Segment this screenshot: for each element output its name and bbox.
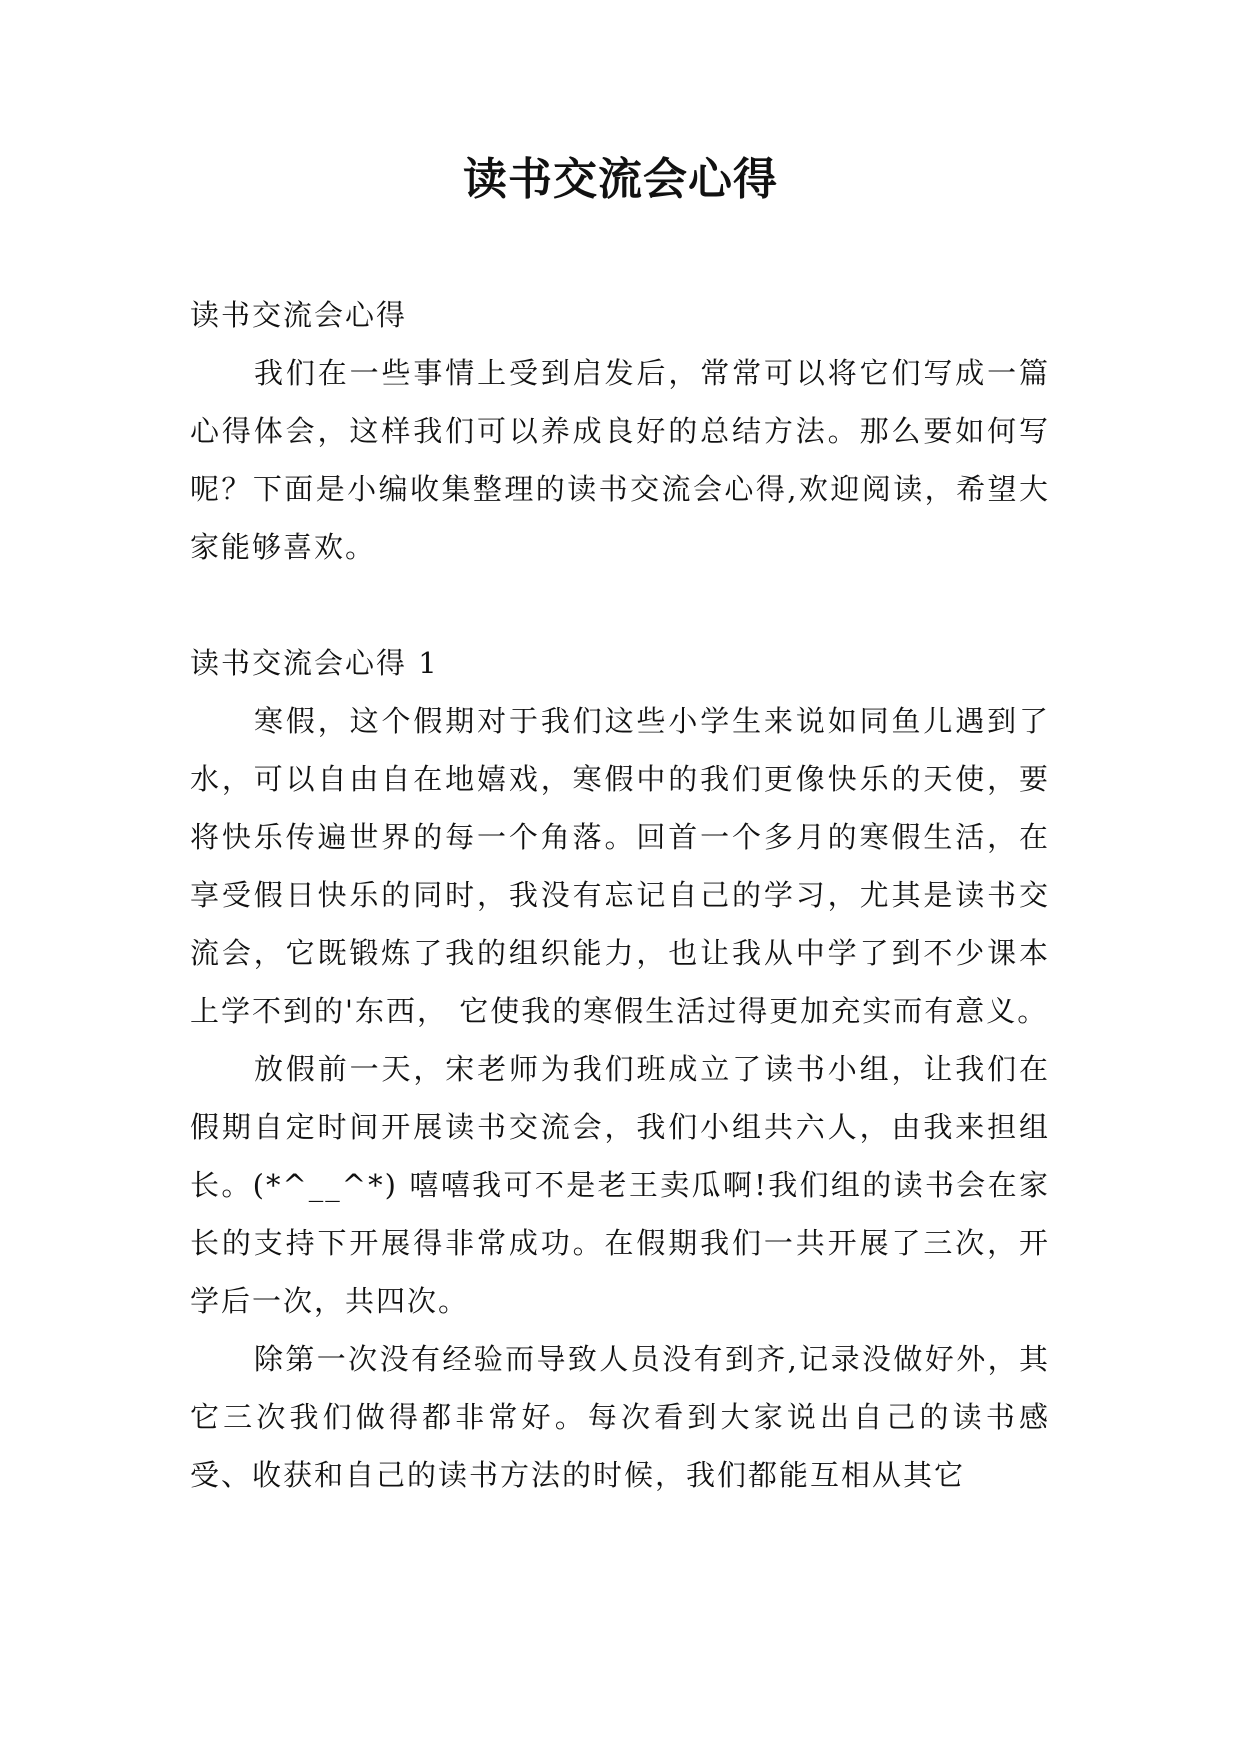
intro-paragraph: 我们在一些事情上受到启发后，常常可以将它们写成一篇心得体会，这样我们可以养成良好的总结方法。那么要如何写呢？下面是小编收集整理的读书交流会心得,欢迎阅读，希望大家能够喜欢。 <box>190 356 1050 564</box>
subtitle-line: 读书交流会心得 <box>190 298 408 332</box>
section-heading: 读书交流会心得 1 <box>190 646 439 680</box>
body-paragraph-1: 寒假，这个假期对于我们这些小学生来说如同鱼儿遇到了水，可以自由自在地嬉戏，寒假中的我们更像快乐的天使，要将快乐传遍世界的每一个角落。回首一个多月的寒假生活，在享受假日快乐的同时，我没有忘记自己的学习，尤其是读书交流会，它既锻炼了我的组织能力，也让我从中学了到不少课本上学不到的'东西， 它使我的寒假生活过得更加充实而有意义。 <box>190 704 1050 1028</box>
document-body <box>190 286 1050 1504</box>
section-spacer <box>190 576 1050 634</box>
document-title: 读书交流会心得 <box>463 154 778 205</box>
body-paragraph-2: 放假前一天，宋老师为我们班成立了读书小组，让我们在假期自定时间开展读书交流会，我们小组共六人，由我来担组长。(*^__^*) 嘻嘻我可不是老王卖瓜啊!我们组的读书会在家长的支持下开展得非常成功。在假期我们一共开展了三次，开学后一次，共四次。 <box>190 1052 1050 1318</box>
body-paragraph-3: 除第一次没有经验而导致人员没有到齐,记录没做好外，其它三次我们做得都非常好。每次看到大家说出自己的读书感受、收获和自己的读书方法的时候，我们都能互相从其它 <box>190 1342 1050 1492</box>
